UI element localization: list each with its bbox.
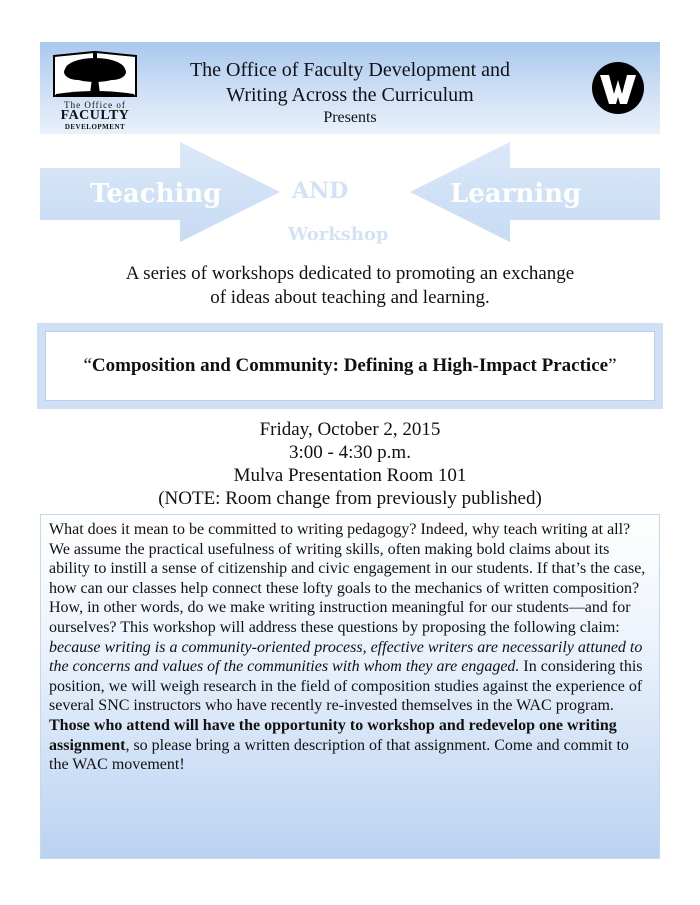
workshop-title-box	[37, 323, 663, 409]
faculty-development-logo	[50, 48, 140, 132]
header-title	[170, 58, 530, 108]
title-text: Composition and Community: Defining a High-Impact Practice	[91, 355, 609, 376]
workshop-title	[83, 354, 616, 378]
tagline-line1: A series of workshops dedicated to promoting an exchange	[125, 263, 575, 284]
workshop-description	[40, 514, 660, 859]
tagline-line2: of ideas about teaching and learning.	[210, 287, 490, 308]
book-tree-icon	[50, 48, 140, 100]
tagline	[40, 262, 660, 310]
presents-label: Presents	[323, 109, 377, 126]
event-time: 3:00 - 4:30 p.m.	[289, 442, 411, 463]
double-arrow-graphic	[40, 140, 660, 250]
header-title-line1: The Office of Faculty Development and	[189, 59, 511, 81]
description-part1: What does it mean to be committed to writing pedagogy? Indeed, why teach writing at all? We assume the practical usefulness of writing skills, often making bold claims about its ability to instill a sense of citizenship and civic engagement in our students. If that’s the case, how can our classes help connect these lofty goals to the mechanics of written composition? How, in other words, do we make writing instruction meaningful for our students—and for ourselves? This workshop will address these questions by proposing the following claim:	[49, 521, 646, 636]
logo-caption-line2: FACULTY	[60, 108, 130, 123]
event-date: Friday, October 2, 2015	[259, 419, 441, 440]
logo-caption-line3: DEVELOPMENT	[64, 123, 126, 131]
description-italic-claim: because writing is a community-oriented process, effective writers are necessarily attuned to the concerns and values of the communities with whom they are engaged.	[49, 638, 643, 676]
title-open-quote: “	[83, 355, 92, 376]
description-bold-offer: Those who attend will have the opportunity to workshop and redevelop one writing assignment	[49, 716, 617, 754]
header-title-line2: Writing Across the Curriculum	[226, 84, 474, 106]
logo-caption-line1: The Office of	[64, 100, 126, 110]
wac-w-logo-icon	[590, 60, 646, 116]
teaching-learning-banner	[40, 140, 660, 250]
event-location: Mulva Presentation Room 101	[233, 465, 467, 486]
banner-workshop: Workshop	[288, 224, 389, 245]
title-close-quote: ”	[608, 355, 617, 376]
wac-logo	[590, 60, 646, 116]
workshop-title-inner	[45, 331, 655, 401]
header-band	[40, 42, 660, 134]
description-part3: , so please bring a written description of that assignment. Come and commit to the WAC movement!	[49, 736, 629, 774]
event-details	[40, 418, 660, 510]
banner-and: AND	[292, 178, 349, 204]
event-note: (NOTE: Room change from previously published)	[158, 488, 542, 509]
banner-learning: Learning	[450, 179, 582, 209]
description-part2: In considering this position, we will weigh research in the field of composition studies against the experience of several SNC instructors who have recently re-invested themselves in the WAC program.	[49, 658, 643, 715]
banner-teaching: Teaching	[90, 179, 222, 209]
